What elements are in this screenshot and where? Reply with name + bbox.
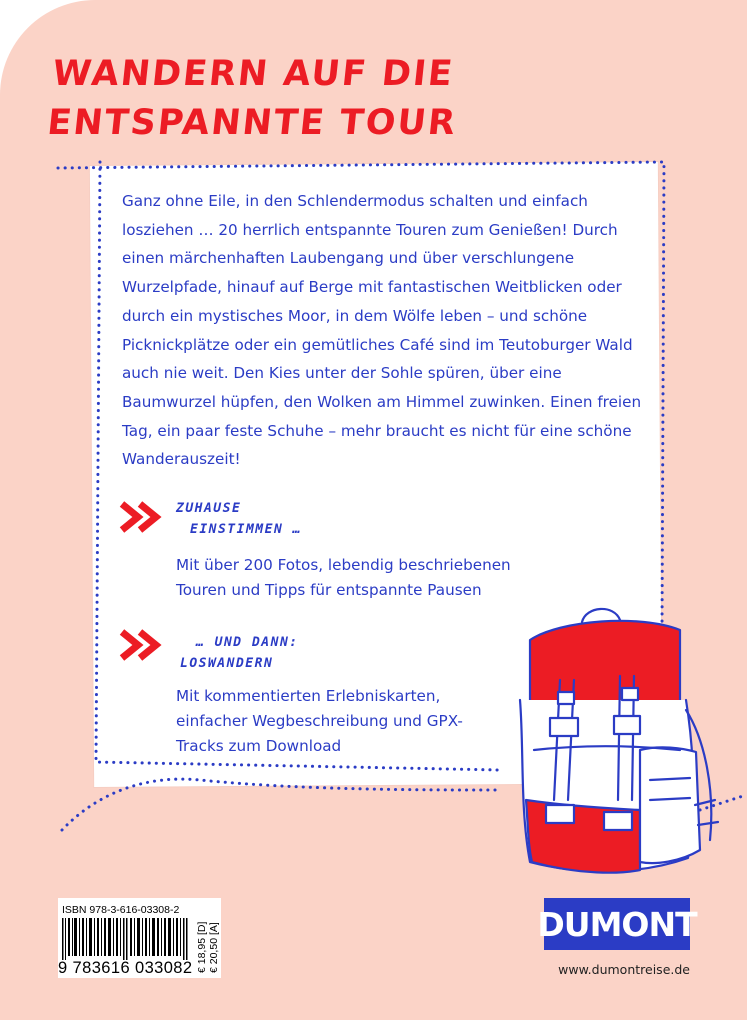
page-title: WANDERN AUF DIE ENTSPANNTE TOUR [45,54,459,143]
price-at: € 20,50 [A] [208,922,220,973]
feature-heading-2-line2: LOSWANDERN [180,656,274,671]
barcode-icon [62,918,190,960]
intro-text: Ganz ohne Eile, in den Schlendermodus schalten und einfach losziehen … 20 herrlich entspannte Touren zum Genießen! Durch einen märchenhaften Laubengang und über verschlungene Wurzelpfade, hinauf auf Berge mit fantastischen Weitblicken oder durch ein mystisches Moor, in dem Wölfe leben – und schöne Picknickplätze oder ein gemütliches Café sind im Teutoburger Wald auch nie weit. Den Kies unter der Sohle spüren, über eine Baumwurzel hüpfen, den Wolken am Himmel zuwinken. Einen freien Tag, ein paar feste Schuhe – mehr braucht es nicht für eine schöne Wanderauszeit! [122,192,642,469]
barcode-number: 9 783616 033082 [58,959,193,977]
price-column [196,905,220,975]
feature-heading-1-line1: ZUHAUSE [176,501,242,516]
feature-heading-2 [180,632,299,674]
publisher-logo: DUMONT [544,898,690,950]
isbn-label: ISBN 978-3-616-03308-2 [62,904,180,916]
feature-heading-2-line1: … UND DANN: [196,635,299,650]
website-url: www.dumontreise.de [558,962,690,977]
backpack-illustration [490,600,720,890]
feature-heading-1 [176,498,302,540]
feature-text-2: Mit kommentierten Erlebniskarten, einfacher Wegbeschreibung und GPX-Tracks zum Download [176,687,463,755]
double-chevron-icon [118,628,164,662]
feature-heading-1-line2: EINSTIMMEN … [190,522,302,537]
double-chevron-icon [118,500,164,534]
feature-text-1: Mit über 200 Fotos, lebendig beschriebenen Touren und Tipps für entspannte Pausen [176,556,511,599]
price-de: € 18,95 [D] [196,921,208,973]
